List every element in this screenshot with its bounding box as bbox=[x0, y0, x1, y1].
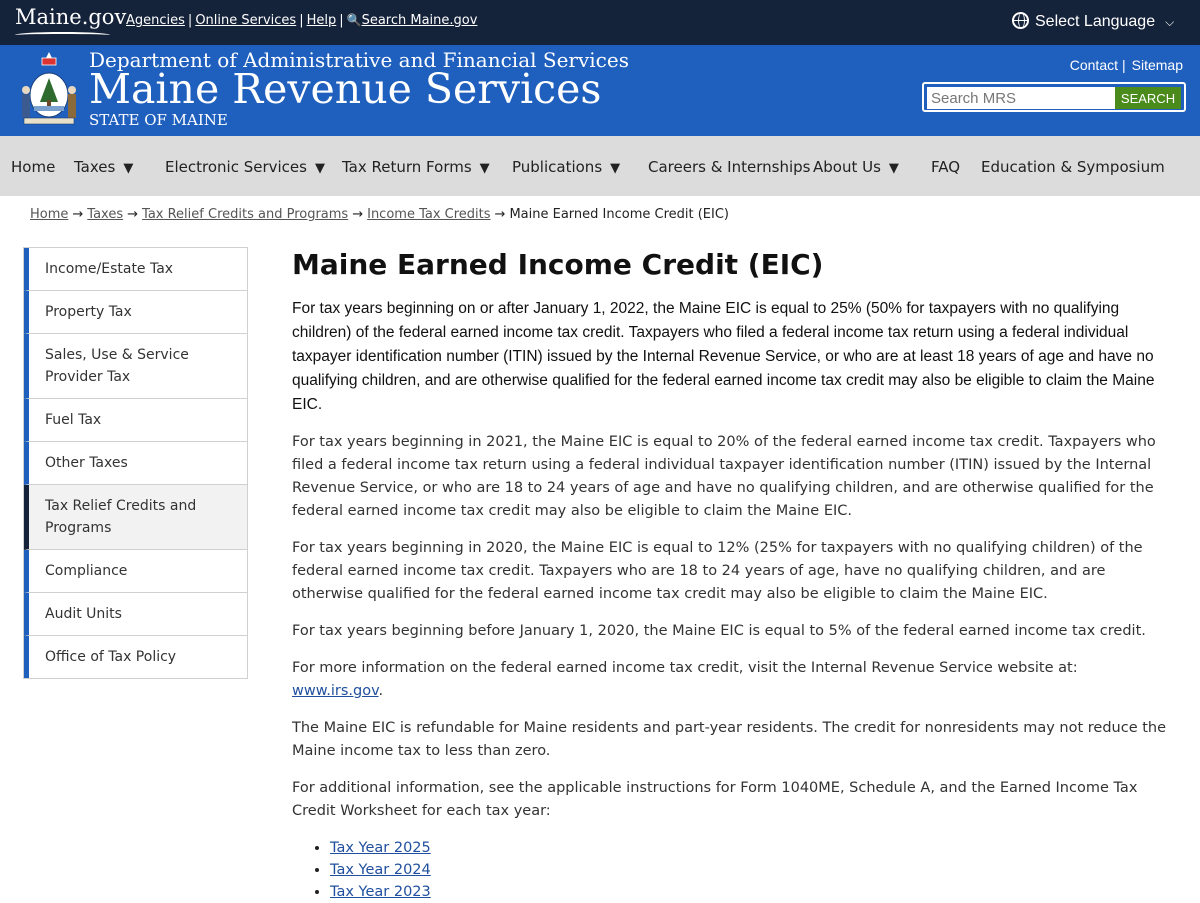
magnifier-icon: 🔍 bbox=[346, 13, 362, 27]
main-nav bbox=[0, 136, 1200, 196]
site-header bbox=[0, 45, 1200, 136]
dropdown-arrow-icon: ▼ bbox=[888, 161, 899, 176]
tax-year-2023-link[interactable]: Tax Year 2023 bbox=[330, 884, 431, 900]
dropdown-arrow-icon: ▼ bbox=[123, 161, 134, 176]
search-button[interactable]: SEARCH bbox=[1115, 87, 1181, 109]
tax-year-2025-link[interactable]: Tax Year 2025 bbox=[330, 840, 431, 856]
sidebar-item-office-of-tax-policy[interactable]: Office of Tax Policy bbox=[24, 636, 247, 678]
help-link[interactable]: Help bbox=[306, 13, 337, 28]
irs-end: . bbox=[378, 683, 384, 699]
maine-gov-logo[interactable] bbox=[15, 5, 126, 29]
nav-taxes-label: Taxes bbox=[74, 158, 116, 176]
sidebar-item-audit-units[interactable]: Audit Units bbox=[24, 593, 247, 636]
nav-electronic-services-label: Electronic Services bbox=[165, 158, 307, 176]
breadcrumb-income-tax-credits[interactable]: Income Tax Credits bbox=[367, 207, 491, 222]
language-label: Select Language bbox=[1035, 13, 1156, 30]
list-item bbox=[330, 859, 1172, 881]
paragraph-before-2020: For tax years beginning before January 1, 2020, the Maine EIC is equal to 5% of the federal earned income tax credit. bbox=[292, 623, 1146, 639]
irs-link[interactable]: www.irs.gov bbox=[292, 683, 379, 699]
breadcrumb-tax-relief[interactable]: Tax Relief Credits and Programs bbox=[142, 207, 349, 222]
paragraph-2020: For tax years beginning in 2020, the Maine EIC is equal to 12% (25% for taxpayers with no qualifying children) of the federal earned income tax credit. Taxpayers who are 18 to 24 years of age, have no qualifying children, and are otherwise qualified for the federal earned income tax credit may also be eligible to claim the Maine EIC. bbox=[292, 540, 1143, 602]
state-label: STATE OF MAINE bbox=[89, 111, 228, 129]
contact-link[interactable]: Contact bbox=[1069, 57, 1118, 73]
nav-publications[interactable] bbox=[512, 158, 620, 176]
sidebar-item-other-taxes[interactable]: Other Taxes bbox=[24, 442, 247, 485]
nav-home[interactable]: Home bbox=[11, 158, 56, 176]
department-name: Department of Administrative and Financial Services bbox=[89, 48, 629, 72]
breadcrumb-current: Maine Earned Income Credit (EIC) bbox=[509, 207, 729, 222]
nav-careers[interactable]: Careers & Internships bbox=[648, 158, 811, 176]
sidebar-item-income-estate-tax[interactable]: Income/Estate Tax bbox=[24, 248, 247, 291]
breadcrumb-arrow-icon: → bbox=[72, 207, 84, 222]
breadcrumb-arrow-icon: → bbox=[494, 207, 506, 222]
page-title: Maine Earned Income Credit (EIC) bbox=[292, 248, 824, 281]
nav-education[interactable]: Education & Symposium bbox=[981, 158, 1165, 176]
search-box bbox=[922, 82, 1186, 112]
paragraph-2021: For tax years beginning in 2021, the Maine EIC is equal to 20% of the federal earned income tax credit. Taxpayers who filed a federal income tax return using a federal individual taxpayer identification number (ITIN) issued by the Internal Revenue Service, or who are 18 to 24 years of age and have no qualifying children, and are otherwise qualified for the federal earned income tax credit may also be eligible to claim the Maine EIC. bbox=[292, 434, 1156, 519]
breadcrumb bbox=[30, 207, 729, 222]
tax-year-2024-link[interactable]: Tax Year 2024 bbox=[330, 862, 431, 878]
top-bar bbox=[0, 0, 1200, 45]
paragraph-2022: For tax years beginning on or after January 1, 2022, the Maine EIC is equal to 25% (50% for taxpayers with no qualifying children) of the federal earned income tax credit. Taxpayers who filed a federal income tax return using a federal individual taxpayer identification number (ITIN) issued by the Internal Revenue Service, or who are at least 18 years of age and have no qualifying children, and are otherwise qualified for the federal earned income tax credit may also be eligible to claim the Maine EIC. bbox=[292, 300, 1155, 413]
nav-about-us-label: About Us bbox=[813, 158, 881, 176]
search-maine-gov-link[interactable]: Search Maine.gov bbox=[361, 13, 478, 28]
list-item bbox=[330, 881, 1172, 903]
nav-publications-label: Publications bbox=[512, 158, 603, 176]
tax-year-list bbox=[330, 837, 1172, 903]
irs-text: For more information on the federal earned income tax credit, visit the Internal Revenue Service website at: bbox=[292, 660, 1078, 676]
breadcrumb-arrow-icon: → bbox=[352, 207, 364, 222]
sidebar-item-compliance[interactable]: Compliance bbox=[24, 550, 247, 593]
breadcrumb-home[interactable]: Home bbox=[30, 207, 69, 222]
sidebar-item-sales-use-tax[interactable]: Sales, Use & Service Provider Tax bbox=[24, 334, 247, 399]
state-seal-icon[interactable] bbox=[18, 50, 80, 130]
dropdown-arrow-icon: ▼ bbox=[610, 161, 621, 176]
maine-gov-logo-text: Maine.gov bbox=[15, 5, 127, 29]
online-services-link[interactable]: Online Services bbox=[195, 13, 297, 28]
nav-taxes[interactable] bbox=[74, 158, 133, 176]
agencies-link[interactable]: Agencies bbox=[126, 13, 185, 28]
nav-faq[interactable]: FAQ bbox=[931, 158, 961, 176]
list-item bbox=[330, 837, 1172, 859]
sidebar-item-tax-relief[interactable]: Tax Relief Credits and Programs bbox=[24, 485, 247, 550]
breadcrumb-taxes[interactable]: Taxes bbox=[87, 207, 124, 222]
sidebar bbox=[23, 247, 248, 679]
globe-icon bbox=[1012, 12, 1029, 29]
sitemap-link[interactable]: Sitemap bbox=[1131, 57, 1183, 73]
header-links: Contact | Sitemap bbox=[1069, 57, 1183, 73]
dropdown-arrow-icon: ▼ bbox=[479, 161, 490, 176]
nav-electronic-services[interactable] bbox=[165, 158, 325, 176]
paragraph-additional: For additional information, see the applicable instructions for Form 1040ME, Schedule A, and the Earned Income Tax Credit Worksheet for each tax year: bbox=[292, 780, 1138, 819]
search-input[interactable] bbox=[927, 87, 1115, 109]
nav-tax-return-forms-label: Tax Return Forms bbox=[342, 158, 472, 176]
paragraph-refundable: The Maine EIC is refundable for Maine residents and part-year residents. The credit for nonresidents may not reduce the Maine income tax to less than zero. bbox=[292, 720, 1167, 759]
language-selector[interactable] bbox=[1012, 12, 1174, 31]
site-title[interactable]: Maine Revenue Services bbox=[89, 65, 602, 113]
paragraph-irs bbox=[292, 657, 1172, 703]
logo-swoosh-icon bbox=[15, 32, 110, 38]
chevron-down-icon: ⌵ bbox=[1165, 15, 1175, 29]
top-links: Agencies | Online Services | Help | 🔍Search Maine.gov bbox=[126, 13, 478, 28]
sidebar-item-property-tax[interactable]: Property Tax bbox=[24, 291, 247, 334]
nav-tax-return-forms[interactable] bbox=[342, 158, 490, 176]
main-content bbox=[292, 248, 1172, 903]
breadcrumb-arrow-icon: → bbox=[127, 207, 139, 222]
dropdown-arrow-icon: ▼ bbox=[314, 161, 325, 176]
nav-about-us[interactable] bbox=[813, 158, 899, 176]
sidebar-item-fuel-tax[interactable]: Fuel Tax bbox=[24, 399, 247, 442]
